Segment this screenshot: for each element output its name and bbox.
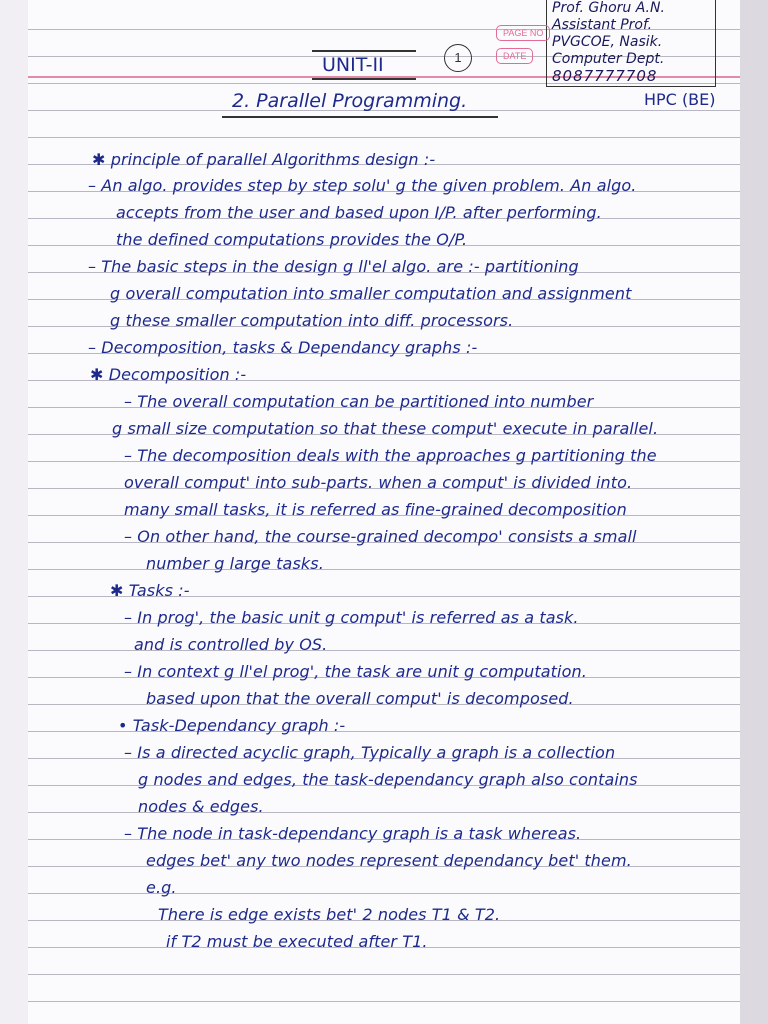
unit-overline [312, 50, 416, 52]
note-line: ✱ principle of parallel Algorithms design :- [92, 150, 436, 169]
note-line: – The node in task-dependancy graph is a task whereas. [124, 824, 582, 843]
stamp-line: Assistant Prof. [552, 17, 653, 33]
note-line: – In context g ll'el prog', the task are unit g computation. [124, 662, 587, 681]
page-right-edge [740, 0, 768, 1024]
section-heading: • Task-Dependancy graph :- [118, 716, 346, 735]
note-line: There is edge exists bet' 2 nodes T1 & T2. [158, 905, 501, 924]
note-line: – Decomposition, tasks & Dependancy graphs :- [88, 338, 478, 357]
note-line: – In prog', the basic unit g comput' is referred as a task. [124, 608, 579, 627]
page-left-margin [0, 0, 28, 1024]
note-line: the defined computations provides the O/P. [116, 230, 468, 249]
note-line: g these smaller computation into diff. processors. [110, 311, 514, 330]
note-line: – The decomposition deals with the approaches g partitioning the [124, 446, 657, 465]
section-heading: ✱ Tasks :- [110, 581, 190, 600]
note-line: – An algo. provides step by step solu' g the given problem. An algo. [88, 176, 637, 195]
note-line: accepts from the user and based upon I/P. after performing. [116, 203, 602, 222]
page-title: 2. Parallel Programming. [232, 90, 468, 112]
note-line: – Is a directed acyclic graph, Typically a graph is a collection [124, 743, 616, 762]
note-line: – The basic steps in the design g ll'el algo. are :- partitioning [88, 257, 579, 276]
note-line: many small tasks, it is referred as fine-grained decomposition [124, 500, 627, 519]
stamp-line: Computer Dept. [552, 51, 665, 67]
note-line: number g large tasks. [146, 554, 324, 573]
page-no-tag: PAGE NO [496, 25, 550, 41]
note-line: e.g. [146, 878, 177, 897]
note-line: g nodes and edges, the task-dependancy graph also contains [138, 770, 638, 789]
note-line: edges bet' any two nodes represent dependancy bet' them. [146, 851, 632, 870]
note-line: nodes & edges. [138, 797, 264, 816]
stamp-line: PVGCOE, Nasik. [552, 34, 663, 50]
note-line: g small size computation so that these comput' execute in parallel. [112, 419, 659, 438]
stamp-phone: 8087777708 [552, 67, 658, 85]
note-line: g overall computation into smaller computation and assignment [110, 284, 632, 303]
note-line: based upon that the overall comput' is decomposed. [146, 689, 574, 708]
section-heading: ✱ Decomposition :- [90, 365, 247, 384]
note-line: – On other hand, the course-grained decompo' consists a small [124, 527, 637, 546]
note-line: and is controlled by OS. [134, 635, 328, 654]
note-line: – The overall computation can be partitioned into number [124, 392, 594, 411]
note-line: overall comput' into sub-parts. when a comput' is divided into. [124, 473, 633, 492]
title-underline [222, 116, 498, 118]
unit-underline [312, 78, 416, 80]
date-tag: DATE [496, 48, 533, 64]
stamp-line: Prof. Ghoru A.N. [552, 0, 665, 16]
page-number: 1 [444, 44, 472, 72]
subject-label: HPC (BE) [644, 90, 716, 109]
note-line: if T2 must be executed after T1. [166, 932, 428, 951]
unit-heading: UNIT-II [322, 54, 384, 76]
